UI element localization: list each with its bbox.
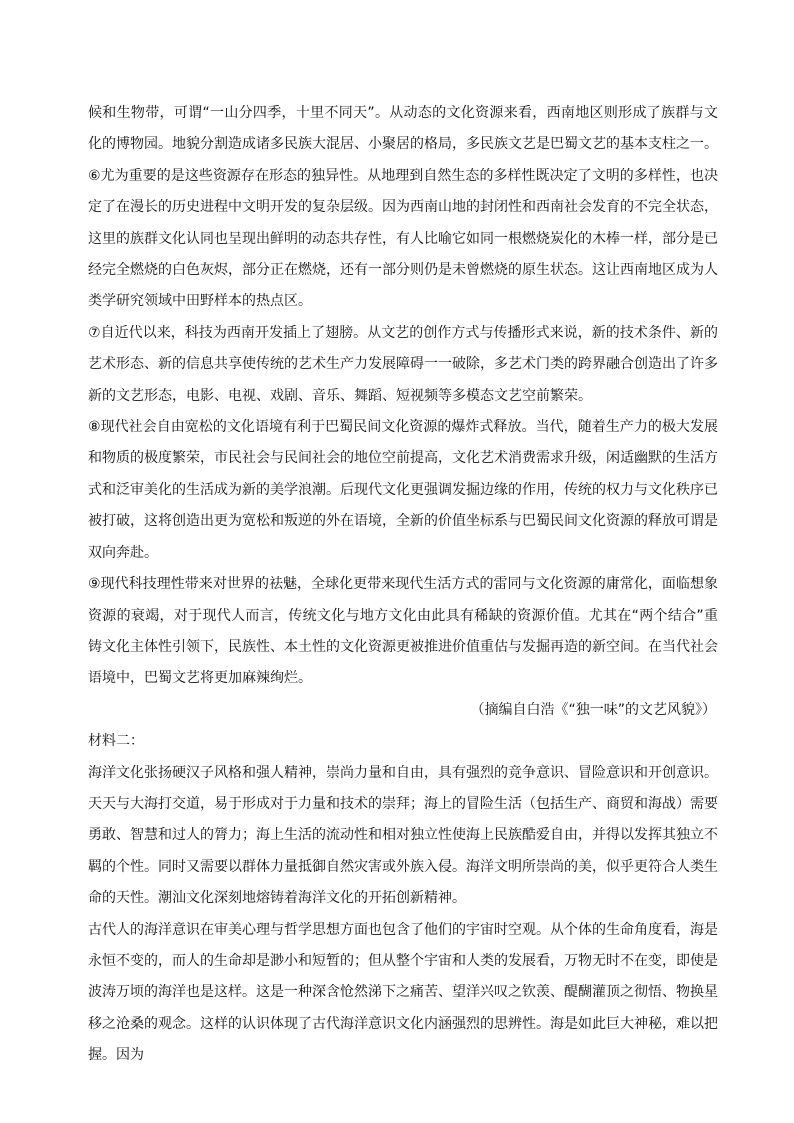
source-citation: （摘编自白浩《“独一味”的文艺风貌》）: [470, 701, 716, 718]
document-page: [88, 98, 718, 1072]
paragraph-continued: 候和生物带，可谓“一山分四季，十里不同天”。从动态的文化资源来看，西南地区则形成了族群与文化的博物园。地貌分割造成诸多民族大混居、小聚居的格局，多民族文艺是巴蜀文艺的基本支柱之一。: [88, 105, 718, 153]
paragraph-9: ⑨现代科技理性带来对世界的祛魅，全球化更带来现代生活方式的雷同与文化资源的庸常化，面临想象资源的衰竭，对于现代人而言，传统文化与地方文化由此具有稀缺的资源价值。尤其在“两个结合”重铸文化主体性引领下，民族性、本土性的文化资源更被推进价值重估与发掘再造的新空间。在当代社会语境中，巴蜀文艺将更加麻辣绚烂。: [88, 576, 718, 687]
paragraph-7: ⑦自近代以来，科技为西南开发插上了翅膀。从文艺的创作方式与传播形式来说，新的技术条件、新的艺术形态、新的信息共享使传统的艺术生产力发展障碍一一破除，多艺术门类的跨界融合创造出了许多新的文艺形态，电影、电视、戏剧、音乐、舞蹈、短视频等多模态文艺空前繁荣。: [88, 324, 718, 404]
material-two-label: 材料二：: [88, 733, 144, 750]
material-two-paragraph-2: 古代人的海洋意识在审美心理与哲学思想方面也包含了他们的宇宙时空观。从个体的生命角度看，海是永恒不变的，而人的生命却是渺小和短暂的；但从整个宇宙和人类的发展看，万物无时不在变，即使是波涛万顷的海洋也是这样。这是一种深含怆然涕下之痛苦、望洋兴叹之钦羡、醍醐灌顶之彻悟、物换星移之沧桑的观念。这样的认识体现了古代海洋意识文化内涵强烈的思辨性。海是如此巨大神秘，难以把握。因为: [88, 921, 718, 1064]
paragraph-8: ⑧现代社会自由宽松的文化语境有利于巴蜀民间文化资源的爆炸式释放。当代，随着生产力的极大发展和物质的极度繁荣，市民社会与民间社会的地位空前提高，文化艺术消费需求升级，闲适幽默的生活方式和泛审美化的生活成为新的美学浪潮。后现代文化更强调发掘边缘的作用，传统的权力与文化秩序已被打破，这将创造出更为宽松和叛逆的外在语境，全新的价值坐标系与巴蜀民间文化资源的释放可谓是双向奔赴。: [88, 419, 718, 561]
material-two-paragraph-1: 海洋文化张扬硬汉子风格和强人精神，崇尚力量和自由，具有强烈的竞争意识、冒险意识和开创意识。天天与大海打交道，易于形成对于力量和技术的崇拜；海上的冒险生活（包括生产、商贸和海战）需要勇敢、智慧和过人的膂力；海上生活的流动性和相对独立性使海上民族酷爱自由，并得以发挥其独立不羁的个性。同时又需要以群体力量抵御自然灾害或外族入侵。海洋文明所崇尚的美，似乎更符合人类生命的天性。潮汕文化深刻地熔铸着海洋文化的开拓创新精神。: [88, 764, 718, 907]
paragraph-6: ⑥尤为重要的是这些资源存在形态的独异性。从地理到自然生态的多样性既决定了文明的多样性，也决定了在漫长的历史进程中文明开发的复杂层级。因为西南山地的封闭性和西南社会发育的不完全状态，这里的族群文化认同也呈现出鲜明的动态共存性，有人比喻它如同一根燃烧炭化的木棒一样，部分是已经完全燃烧的白色灰烬，部分正在燃烧，还有一部分则仍是未曾燃烧的原生状态。这让西南地区成为人类学研究领域中田野样本的热点区。: [88, 167, 718, 310]
